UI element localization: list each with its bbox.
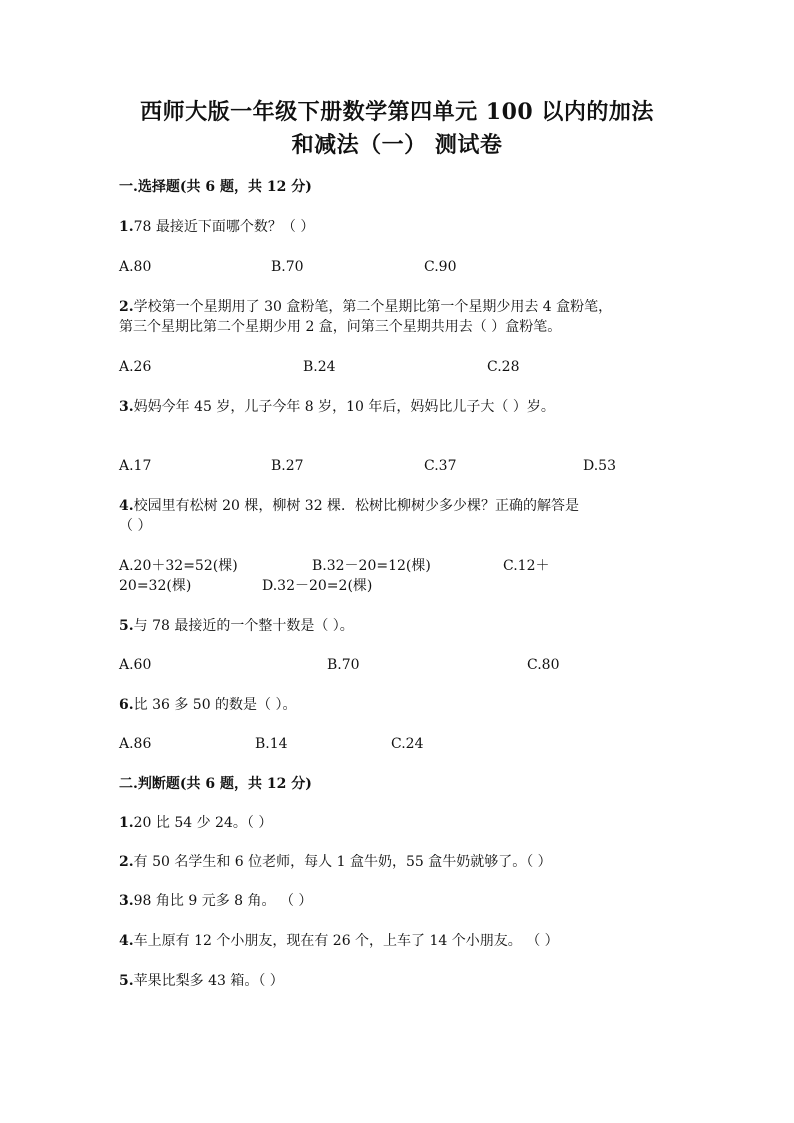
question-number: 5. (119, 618, 134, 634)
q1-option-b[interactable]: B.70 (271, 259, 304, 275)
judge-question-1 (119, 813, 272, 833)
section-2-heading: 二.判断题(共 6 题，共 12 分) (119, 776, 312, 792)
judge-question-4 (119, 931, 559, 951)
q6-option-b[interactable]: B.14 (255, 736, 288, 752)
q3-option-a[interactable]: A.17 (119, 458, 152, 474)
question-number: 3. (119, 893, 134, 909)
question-2-line-2: 第三个星期比第二个星期少用 2 盒，问第三个星期共用去（ ）盒粉笔。 (119, 319, 562, 335)
question-number: 4. (119, 498, 134, 514)
q5-option-c[interactable]: C.80 (527, 657, 560, 673)
question-text: 妈妈今年 45 岁，儿子今年 8 岁，10 年后，妈妈比儿子大（ ）岁。 (133, 399, 555, 415)
question-number: 6. (119, 697, 134, 713)
question-number: 1. (119, 815, 134, 831)
page-title-line-1: 西师大版一年级下册数学第四单元 100 以内的加法 (140, 99, 654, 125)
question-4-line-2: （ ） (119, 518, 152, 534)
question-5 (119, 616, 354, 636)
q5-option-b[interactable]: B.70 (327, 657, 360, 673)
question-text: 与 78 最接近的一个整十数是（ ）。 (133, 618, 354, 634)
question-text: 车上原有 12 个小朋友，现在有 26 个，上车了 14 个小朋友。 （ ） (133, 933, 559, 949)
question-number: 3. (119, 399, 134, 415)
q2-option-a[interactable]: A.26 (119, 359, 152, 375)
q1-option-a[interactable]: A.80 (119, 259, 152, 275)
question-text: 校园里有松树 20 棵，柳树 32 棵．松树比柳树少多少棵？正确的解答是 (133, 498, 580, 514)
q4-option-c[interactable]: C.12＋ (503, 558, 550, 574)
q5-option-a[interactable]: A.60 (119, 657, 152, 673)
judge-question-2 (119, 852, 552, 872)
question-text: 学校第一个星期用了 30 盒粉笔，第二个星期比第一个星期少用去 4 盒粉笔， (133, 299, 613, 315)
q3-option-b[interactable]: B.27 (271, 458, 304, 474)
q6-option-c[interactable]: C.24 (391, 736, 424, 752)
question-text: 苹果比梨多 43 箱。（ ） (133, 973, 284, 989)
question-text: 比 36 多 50 的数是（ ）。 (133, 697, 297, 713)
question-number: 4. (119, 933, 134, 949)
question-text: 20 比 54 少 24。（ ） (133, 815, 273, 831)
q1-option-c[interactable]: C.90 (424, 259, 457, 275)
question-text: 有 50 名学生和 6 位老师，每人 1 盒牛奶，55 盒牛奶就够了。（ ） (133, 854, 552, 870)
question-text: 78 最接近下面哪个数？（ ） (133, 219, 315, 235)
page-title-line-2: 和减法（一） 测试卷 (291, 132, 503, 158)
question-4 (119, 496, 579, 516)
question-number: 1. (119, 219, 134, 235)
q2-option-c[interactable]: C.28 (487, 359, 520, 375)
judge-question-5 (119, 971, 284, 991)
question-number: 2. (119, 854, 134, 870)
q4-option-b[interactable]: B.32－20=12(棵) (312, 558, 431, 574)
section-1-heading: 一.选择题(共 6 题，共 12 分) (119, 179, 312, 195)
q4-option-d[interactable]: D.32－20=2(棵) (262, 578, 373, 594)
question-2 (119, 297, 612, 317)
question-text: 98 角比 9 元多 8 角。 （ ） (133, 893, 313, 909)
q3-option-c[interactable]: C.37 (424, 458, 457, 474)
q2-option-b[interactable]: B.24 (303, 359, 336, 375)
judge-question-3 (119, 891, 312, 911)
q6-option-a[interactable]: A.86 (119, 736, 152, 752)
question-3 (119, 397, 555, 417)
question-number: 2. (119, 299, 134, 315)
question-number: 5. (119, 973, 134, 989)
question-6 (119, 695, 297, 715)
q4-option-c-continued: 20=32(棵) (119, 578, 192, 594)
q4-option-a[interactable]: A.20＋32=52(棵) (119, 558, 238, 574)
question-1 (119, 217, 314, 237)
q3-option-d[interactable]: D.53 (583, 458, 616, 474)
